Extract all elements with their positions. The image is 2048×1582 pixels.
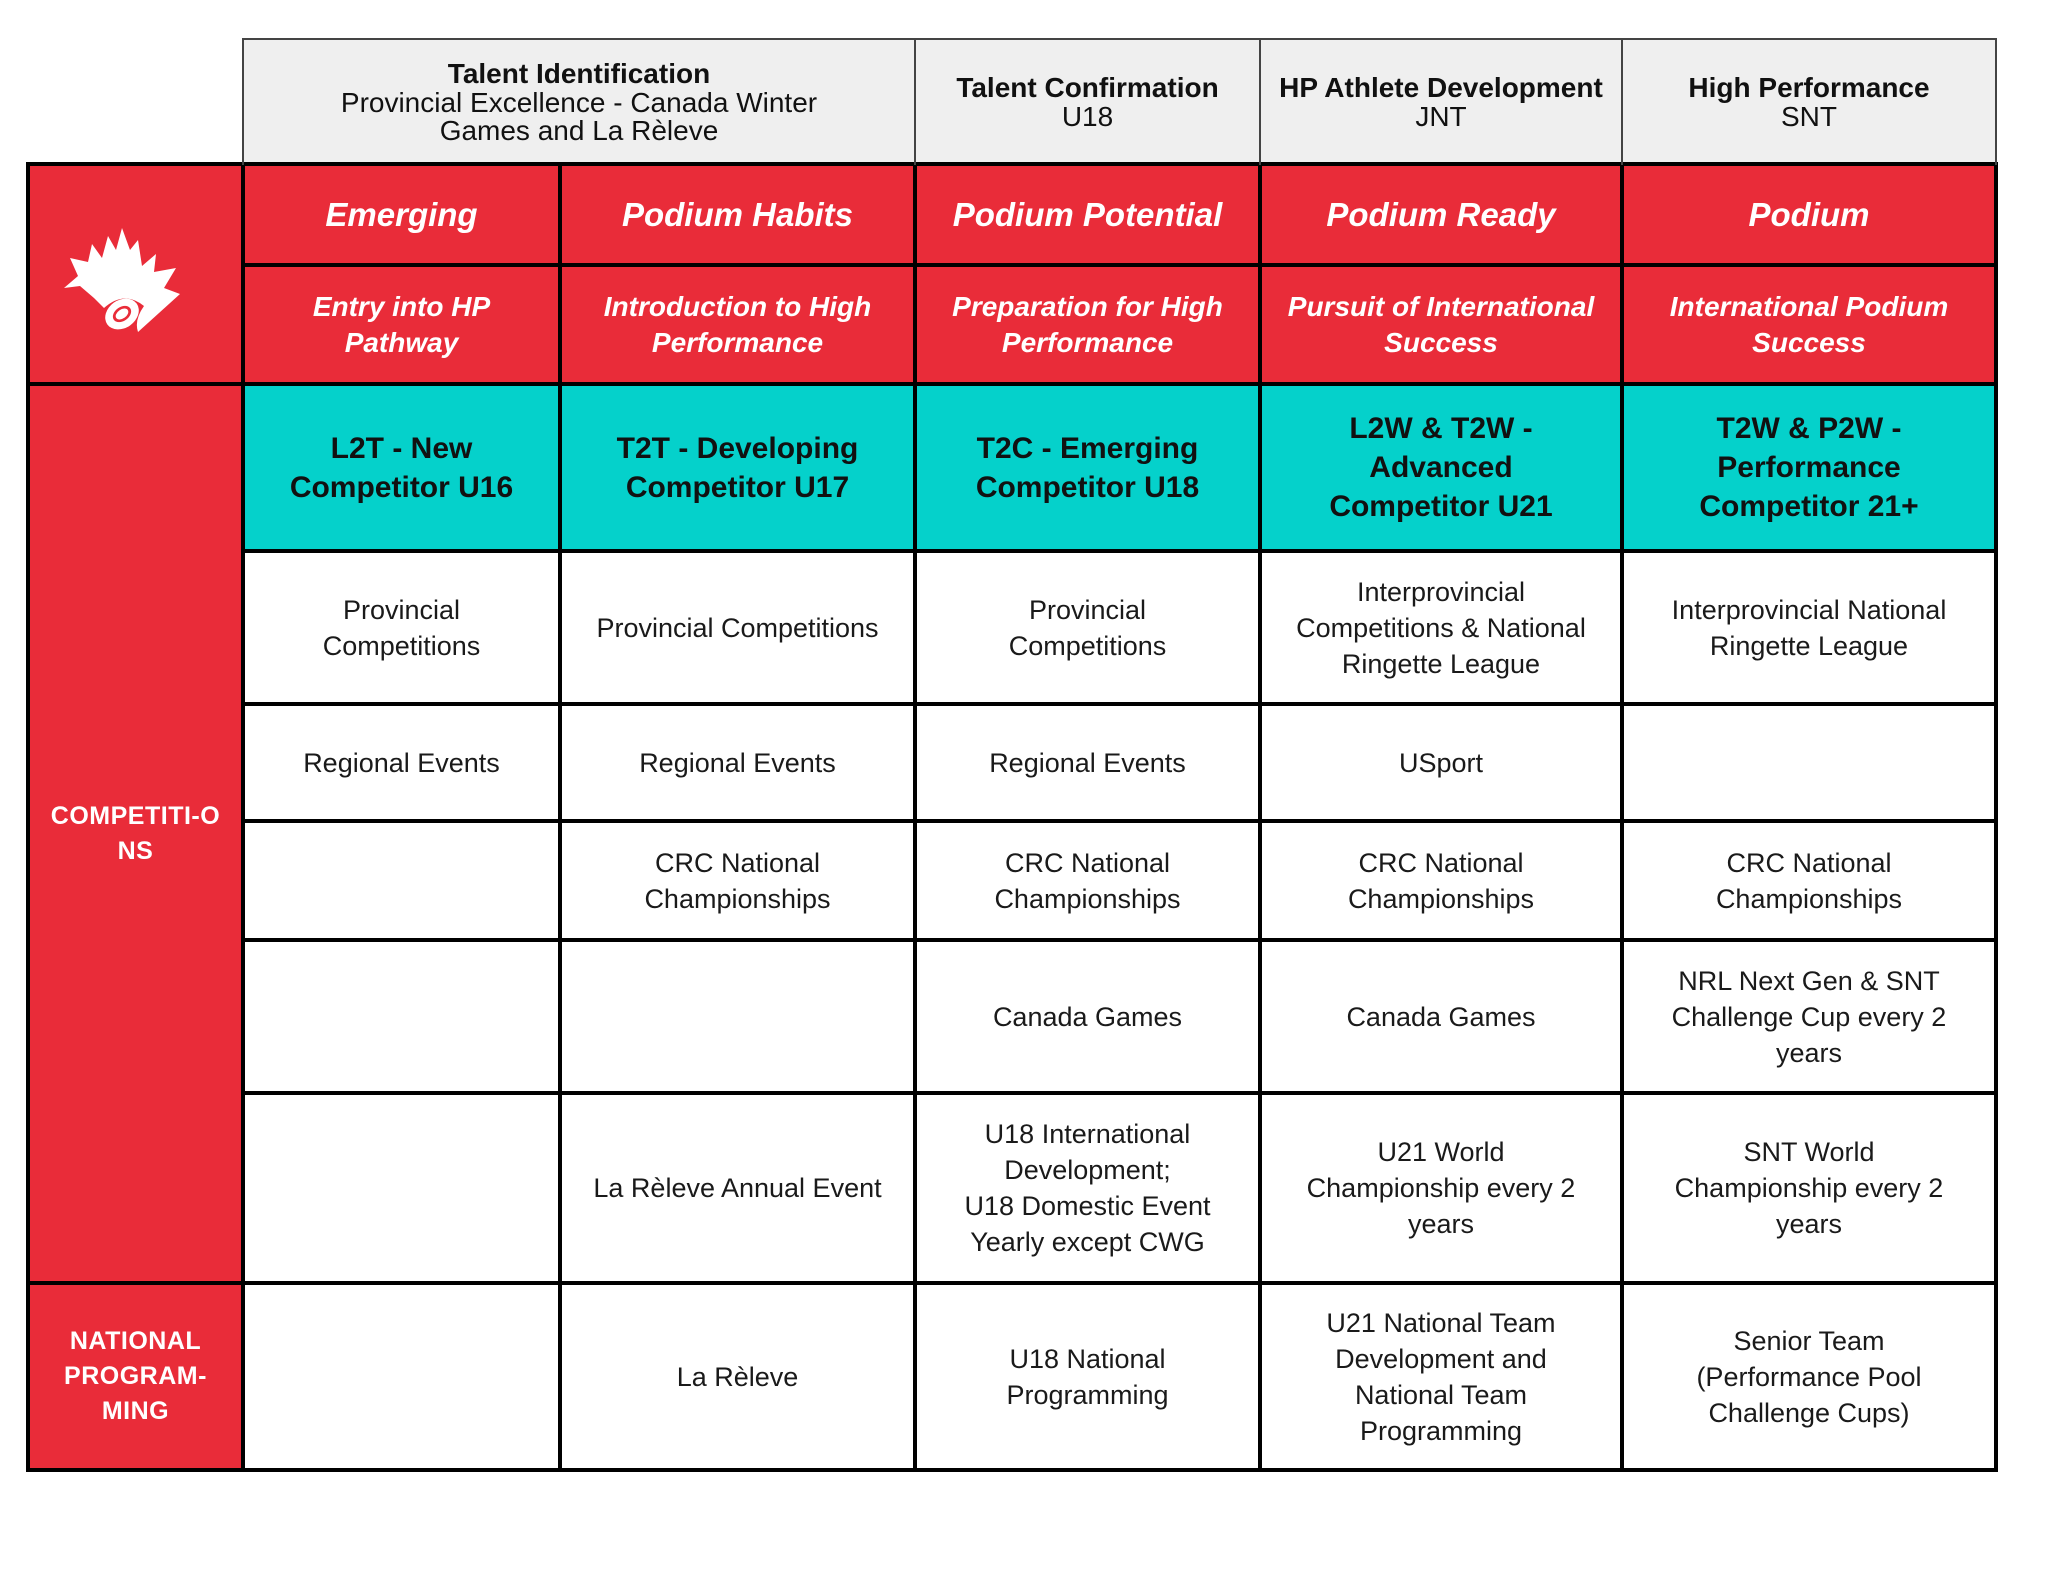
stage-description-cell <box>560 265 915 384</box>
column-divider <box>1620 162 1624 1472</box>
competition-cell-text: Provincial Competitions <box>1008 594 1167 661</box>
competitor-stage-cell <box>560 384 915 551</box>
header-subtitle: U18 <box>1061 101 1114 132</box>
competition-cell-text: SNT World Championship every 2 years <box>1674 1137 1944 1239</box>
stage-description-cell-text: International Podium Success <box>1669 290 1949 358</box>
competitor-stage-cell-text: T2C - Emerging Competitor U18 <box>975 431 1200 504</box>
maple-leaf-ringette-icon <box>64 228 180 338</box>
competition-cell <box>915 551 1260 704</box>
competition-cell <box>243 940 560 1093</box>
competition-cell <box>1260 551 1622 704</box>
row-divider <box>26 1281 1998 1285</box>
header-title: HP Athlete Development <box>1279 72 1603 103</box>
header-subtitle: SNT <box>1781 101 1837 132</box>
stage-description-cell-text: Pursuit of International Success <box>1287 290 1595 358</box>
header-subtitle: Provincial Excellence - Canada Winter Games and La Rèleve <box>340 87 818 146</box>
column-divider <box>558 162 562 1472</box>
competition-cell <box>560 1093 915 1283</box>
header-top-border <box>243 38 1997 40</box>
column-divider <box>1994 162 1998 1472</box>
header-high-performance <box>1622 39 1996 164</box>
competition-cell <box>1622 704 1996 821</box>
national-programming-cell-text: La Rèleve <box>676 1361 799 1392</box>
competitor-stage-cell-text: T2T - Developing Competitor U17 <box>616 431 859 504</box>
stage-name-cell-text: Podium Potential <box>952 195 1223 233</box>
stage-name-cell-text: Podium Habits <box>621 195 854 233</box>
header-title: Talent Identification <box>447 58 711 89</box>
competition-cell <box>243 551 560 704</box>
national-programming-cell <box>243 1283 560 1470</box>
header-title: Talent Confirmation <box>956 72 1219 103</box>
column-divider <box>241 162 245 1472</box>
competition-cell <box>560 551 915 704</box>
competition-cell <box>1260 704 1622 821</box>
competitor-stage-cell-text: L2T - New Competitor U16 <box>289 431 514 504</box>
competition-cell <box>243 704 560 821</box>
competitor-stage-cell <box>1622 384 1996 551</box>
national-programming-cell-text: Senior Team (Performance Pool Challenge Cups) <box>1696 1325 1922 1428</box>
competitions-label-text: COMPETITI-ONS <box>50 801 221 865</box>
stage-description-cell-text: Entry into HP Pathway <box>312 290 491 358</box>
stage-name-cell <box>560 164 915 265</box>
competition-cell-text: CRC National Championships <box>644 847 831 914</box>
stage-name-cell-text: Podium <box>1748 195 1870 233</box>
stage-name-cell <box>1622 164 1996 265</box>
competition-cell <box>1260 940 1622 1093</box>
national-programming-cell <box>1260 1283 1622 1470</box>
row-divider <box>26 162 1998 166</box>
stage-name-cell <box>915 164 1260 265</box>
stage-description-cell-text: Preparation for High Performance <box>952 290 1223 358</box>
national-programming-cell <box>1622 1283 1996 1470</box>
competition-cell <box>560 940 915 1093</box>
header-hp-athlete-development <box>1260 39 1622 164</box>
header-right-border <box>1995 38 1997 165</box>
stage-description-cell <box>1622 265 1996 384</box>
competition-cell-text: CRC National Championships <box>994 847 1181 914</box>
competition-cell-text: La Rèleve Annual Event <box>593 1173 882 1203</box>
competition-cell-text: U21 World Championship every 2 years <box>1306 1137 1576 1239</box>
stage-description-cell <box>243 265 560 384</box>
header-talent-identification <box>243 39 915 164</box>
competitor-stage-cell <box>243 384 560 551</box>
header-title: High Performance <box>1688 72 1930 103</box>
column-divider <box>1258 162 1262 1472</box>
row-divider <box>241 1091 1998 1095</box>
competition-cell <box>560 704 915 821</box>
competition-cell-text: CRC National Championships <box>1715 847 1903 914</box>
competitor-stage-cell-text: L2W & T2W - Advanced Competitor U21 <box>1329 412 1553 523</box>
row-divider <box>241 938 1998 942</box>
competition-cell-text: CRC National Championships <box>1347 847 1535 914</box>
stage-name-cell-text: Emerging <box>325 195 478 233</box>
row-divider <box>241 263 1998 267</box>
header-left-border <box>242 38 244 165</box>
competitor-stage-cell <box>1260 384 1622 551</box>
competition-cell <box>915 821 1260 940</box>
competitions-section-label <box>28 384 243 1283</box>
competition-cell-text: Canada Games <box>992 1001 1183 1032</box>
competition-cell <box>1622 551 1996 704</box>
competitor-stage-cell-text: T2W & P2W - Performance Competitor 21+ <box>1699 412 1919 523</box>
competition-cell <box>1260 1093 1622 1283</box>
national-programming-cell-text: U21 National Team Development and National Team Programming <box>1326 1307 1556 1446</box>
header-subtitle: JNT <box>1415 101 1467 132</box>
competition-cell <box>1622 940 1996 1093</box>
competition-cell <box>1260 821 1622 940</box>
stage-description-cell <box>915 265 1260 384</box>
competition-cell <box>1622 821 1996 940</box>
competition-cell-text: Regional Events <box>989 747 1186 778</box>
column-divider <box>26 162 30 1472</box>
column-divider <box>913 162 917 1472</box>
national-programming-cell <box>560 1283 915 1470</box>
national-programming-cell <box>915 1283 1260 1470</box>
competition-cell-text: Provincial Competitions <box>596 612 879 643</box>
competition-cell <box>1622 1093 1996 1283</box>
competition-cell <box>560 821 915 940</box>
header-talent-confirmation <box>915 39 1260 164</box>
row-divider <box>241 702 1998 706</box>
header-divider <box>1259 38 1261 165</box>
stage-name-cell-text: Podium Ready <box>1326 195 1556 233</box>
row-divider <box>241 549 1998 553</box>
stage-description-cell-text: Introduction to High Performance <box>603 290 872 358</box>
competition-cell-text: U18 International Development; U18 Domestic Event Yearly except CWG <box>964 1119 1211 1257</box>
competition-cell <box>915 940 1260 1093</box>
competition-cell-text: NRL Next Gen & SNT Challenge Cup every 2 years <box>1671 965 1947 1068</box>
competition-cell-text: Regional Events <box>639 747 836 778</box>
national-programming-section-label <box>28 1283 243 1470</box>
row-divider <box>26 1468 1998 1472</box>
competition-cell-text: Canada Games <box>1346 1001 1536 1032</box>
stage-name-cell <box>243 164 560 265</box>
row-divider <box>241 819 1998 823</box>
national-programming-cell-text: U18 National Programming <box>1006 1343 1169 1410</box>
national-programming-label-text: NATIONAL PROGRAM-MING <box>64 1327 207 1425</box>
competition-cell <box>915 1093 1260 1283</box>
competition-cell-text: USport <box>1398 747 1484 778</box>
stage-name-cell <box>1260 164 1622 265</box>
competition-cell-text: Provincial Competitions <box>322 594 481 661</box>
header-divider <box>1621 38 1623 165</box>
competition-cell-text: Regional Events <box>303 747 500 778</box>
competition-cell <box>915 704 1260 821</box>
competition-cell-text: Interprovincial Competitions & National Ringette League <box>1296 576 1586 679</box>
competitor-stage-cell <box>915 384 1260 551</box>
row-divider <box>26 382 1998 386</box>
competition-cell-text: Interprovincial National Ringette League <box>1671 594 1947 661</box>
stage-description-cell <box>1260 265 1622 384</box>
competition-cell <box>243 821 560 940</box>
header-divider <box>914 38 916 165</box>
competition-cell <box>243 1093 560 1283</box>
